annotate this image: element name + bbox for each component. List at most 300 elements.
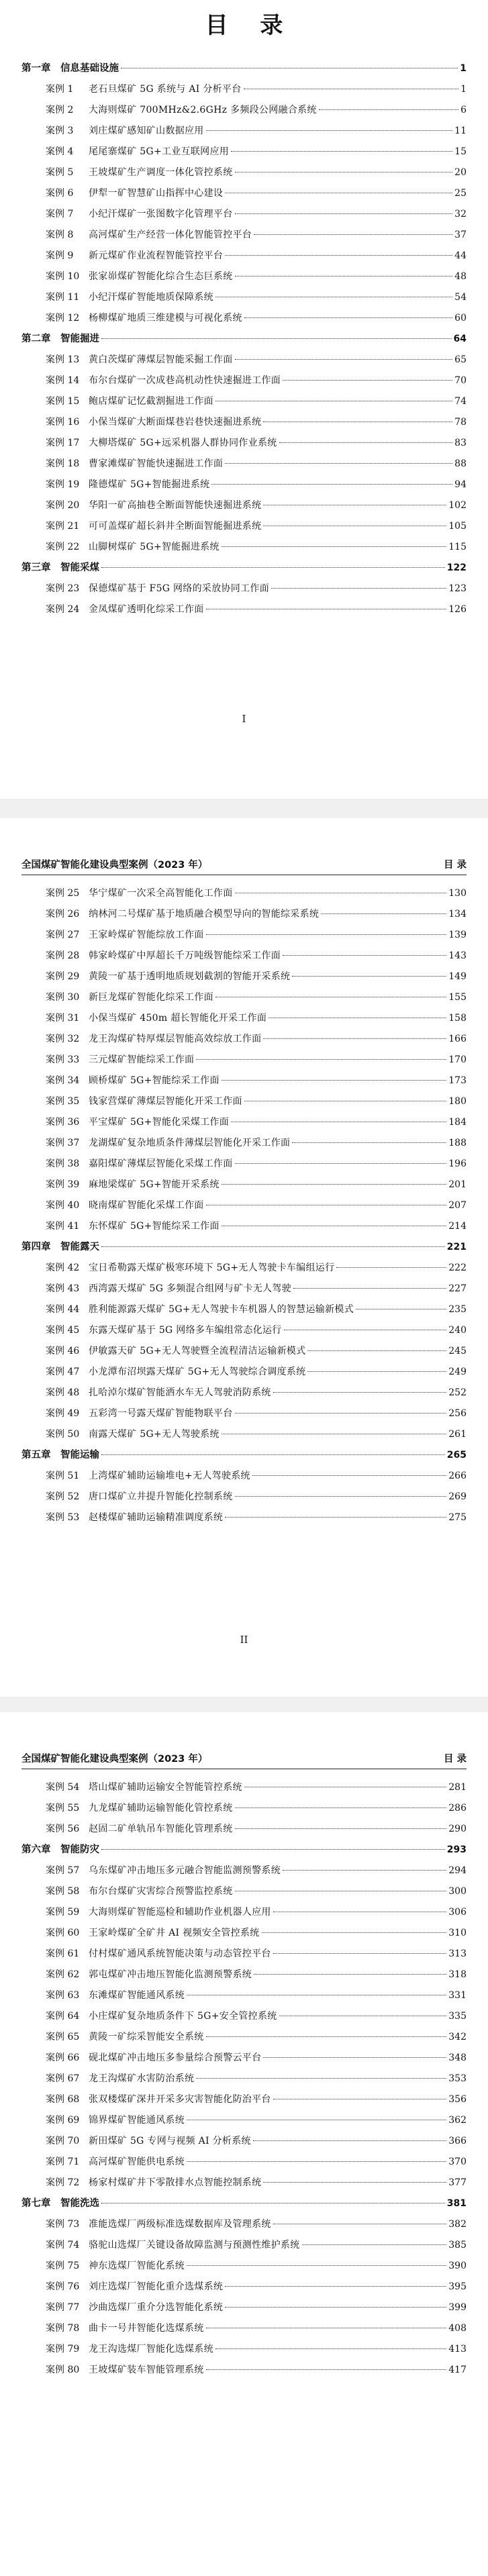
- case-number: 案例 67: [46, 2073, 80, 2084]
- toc-case-row[interactable]: [21, 1985, 467, 2006]
- case-title: 金凤煤矿透明化综采工作面: [89, 604, 204, 615]
- page-ref: 180: [448, 1096, 467, 1107]
- case-number: 案例 34: [46, 1075, 80, 1086]
- toc-case-row[interactable]: [21, 1258, 467, 1279]
- page-ref: 377: [448, 2177, 467, 2188]
- page-number: II: [240, 1634, 248, 1646]
- toc-case-row[interactable]: [21, 1175, 467, 1195]
- toc-case-row[interactable]: [21, 1154, 467, 1175]
- case-title: 东露天煤矿基于 5G 网络多车编组常态化运行: [89, 1325, 282, 1336]
- case-number: 案例 13: [46, 354, 80, 365]
- case-title: 平宝煤矿 5G+智能化采煤工作面: [89, 1117, 230, 1128]
- case-title: 尾尾寨煤矿 5G+工业互联网应用: [89, 146, 230, 157]
- case-title: 龙王沟煤矿特厚煤层智能高效综放工作面: [89, 1034, 262, 1044]
- toc-case-row[interactable]: [21, 1881, 467, 1902]
- toc-chapter-row[interactable]: [21, 2193, 467, 2214]
- case-number: 案例 10: [46, 271, 80, 282]
- case-title: 华阳一矿高抽巷全断面智能快速掘进系统: [89, 500, 262, 511]
- chapter-title: 智能洗选: [60, 2198, 99, 2209]
- case-title: 西湾露天煤矿 5G 多频混合组网与矿卡无人驾驶: [89, 1283, 291, 1294]
- toc-case-row[interactable]: [21, 246, 467, 266]
- page-ref: 256: [448, 1408, 467, 1419]
- toc-case-row[interactable]: [21, 2131, 467, 2152]
- toc-case-row[interactable]: [21, 1091, 467, 1112]
- page-ref: 158: [448, 1013, 467, 1024]
- dot-leader: [222, 1080, 446, 1081]
- case-title: 王家岭煤矿全矿井 AI 视频安全管控系统: [89, 1928, 260, 1938]
- dot-leader: [225, 1517, 446, 1518]
- case-title: 付村煤矿通风系统智能决策与动态管控平台: [89, 1948, 271, 1959]
- page-ref: 249: [448, 1367, 467, 1377]
- case-title: 东怀煤矿 5G+智能综采工作面: [89, 1221, 219, 1232]
- page-ref: 313: [448, 1948, 467, 1959]
- dot-leader: [283, 380, 452, 381]
- running-header-section: 目 录: [443, 860, 467, 871]
- toc-case-row[interactable]: [21, 454, 467, 475]
- case-title: 新巨龙煤矿智能化综采工作面: [89, 992, 213, 1003]
- page-ref: 252: [448, 1387, 467, 1398]
- toc-case-row[interactable]: [21, 1777, 467, 1798]
- page-ref: 290: [448, 1824, 467, 1834]
- case-number: 案例 80: [46, 2365, 80, 2375]
- case-title: 塔山煤矿辅助运输安全智能管控系统: [89, 1782, 242, 1793]
- toc-case-row[interactable]: [21, 495, 467, 516]
- toc-case-row[interactable]: [21, 1112, 467, 1133]
- dot-leader: [235, 359, 453, 360]
- toc-case-row[interactable]: [21, 162, 467, 183]
- page-ref: 318: [448, 1969, 467, 1980]
- case-title: 黄陵一矿基于透明地质规划截割的智能开采系统: [89, 971, 291, 982]
- case-title: 龙王沟煤矿水害防治系统: [89, 2073, 195, 2084]
- page-ref: 281: [448, 1782, 467, 1793]
- page-ref: 88: [454, 458, 467, 469]
- page-ref: 331: [448, 1990, 467, 2001]
- toc-case-row[interactable]: [21, 391, 467, 412]
- case-title: 乌东煤矿冲击地压多元融合智能监测预警系统: [89, 1865, 281, 1876]
- toc-case-row[interactable]: [21, 1071, 467, 1091]
- toc-case-row[interactable]: [21, 1507, 467, 1528]
- toc-case-row[interactable]: [21, 204, 467, 225]
- chapter-number: 第二章: [21, 334, 51, 344]
- dot-leader: [235, 213, 453, 214]
- toc-case-row[interactable]: [21, 225, 467, 246]
- toc-case-row[interactable]: [21, 516, 467, 537]
- case-title: 隆德煤矿 5G+智能掘进系统: [89, 479, 210, 490]
- chapter-number: 第五章: [21, 1450, 51, 1460]
- toc-case-row[interactable]: [21, 1466, 467, 1487]
- toc-case-row[interactable]: [21, 925, 467, 946]
- page-ref: 94: [454, 479, 467, 490]
- case-number: 案例 24: [46, 604, 80, 615]
- dot-leader: [101, 338, 452, 339]
- toc-list: [21, 1777, 467, 2381]
- dot-leader: [254, 1974, 446, 1975]
- running-header-title: 全国煤矿智能化建设典型案例（2023 年）: [21, 860, 208, 871]
- case-number: 案例 22: [46, 542, 80, 552]
- dot-leader: [273, 1392, 447, 1393]
- dot-leader: [283, 1870, 446, 1871]
- page-ref: 286: [448, 1803, 467, 1814]
- page-ref: 362: [448, 2115, 467, 2126]
- case-title: 龙湖煤矿复杂地质条件薄煤层智能化开采工作面: [89, 1138, 291, 1148]
- toc-chapter-row[interactable]: [21, 1237, 467, 1258]
- page-ref: 78: [454, 417, 467, 428]
- toc-case-row[interactable]: [21, 1050, 467, 1071]
- case-number: 案例 56: [46, 1824, 80, 1834]
- case-title: 胜利能源露天煤矿 5G+无人驾驶卡车机器人的智慧运输新模式: [89, 1304, 354, 1315]
- dot-leader: [254, 234, 452, 235]
- page-ref: 134: [448, 909, 467, 920]
- toc-case-row[interactable]: [21, 2069, 467, 2089]
- case-number: 案例 77: [46, 2302, 80, 2313]
- page-ref: 306: [448, 1907, 467, 1918]
- dot-leader: [235, 1807, 447, 1808]
- page-ref: 222: [448, 1262, 467, 1273]
- case-number: 案例 47: [46, 1367, 80, 1377]
- chapter-title: 智能掘进: [60, 334, 99, 344]
- dot-leader: [244, 317, 452, 318]
- toc-case-row[interactable]: [21, 987, 467, 1008]
- dot-leader: [101, 567, 445, 568]
- page-ref: 32: [454, 209, 467, 219]
- dot-leader: [206, 934, 447, 935]
- chapter-title: 智能露天: [60, 1242, 99, 1252]
- dot-leader: [321, 913, 446, 914]
- case-title: 老石旦煤矿 5G 系统与 AI 分析平台: [89, 84, 242, 95]
- case-title: 王坡煤矿生产调度一体化管控系统: [89, 167, 233, 178]
- toc-case-row[interactable]: [21, 1133, 467, 1154]
- case-number: 案例 30: [46, 992, 80, 1003]
- toc-case-row[interactable]: [21, 2277, 467, 2297]
- case-title: 高河煤矿生产经营一体化智能管控平台: [89, 230, 252, 240]
- case-title: 九龙煤矿辅助运输智能化管控系统: [89, 1803, 233, 1814]
- toc-case-row[interactable]: [21, 1861, 467, 1881]
- toc-case-row[interactable]: [21, 1424, 467, 1445]
- page-ref: 155: [448, 992, 467, 1003]
- dot-leader: [263, 2182, 446, 2183]
- case-title: 准能选煤厂两级标准选煤数据库及管理系统: [89, 2219, 271, 2230]
- toc-case-row[interactable]: [21, 266, 467, 287]
- toc-case-row[interactable]: [21, 308, 467, 329]
- page-ref: 266: [448, 1471, 467, 1481]
- case-title: 小纪汗煤矿一张图数字化管理平台: [89, 209, 233, 219]
- page-ref: 342: [448, 2032, 467, 2042]
- toc-case-row[interactable]: [21, 1923, 467, 1944]
- toc-case-row[interactable]: [21, 142, 467, 162]
- dot-leader: [211, 484, 452, 485]
- toc-page-2: [0, 818, 488, 1697]
- dot-leader: [235, 1413, 447, 1414]
- page-ref: 122: [446, 562, 467, 573]
- toc-case-row[interactable]: [21, 1798, 467, 1819]
- page-ref: 335: [448, 2011, 467, 2022]
- case-title: 杨家村煤矿井下零散排水点智能控制系统: [89, 2177, 262, 2188]
- chapter-number: 第一章: [21, 63, 51, 74]
- toc-case-row[interactable]: [21, 946, 467, 967]
- case-number: 案例 4: [46, 146, 74, 157]
- case-number: 案例 46: [46, 1346, 80, 1356]
- chapter-number: 第四章: [21, 1242, 51, 1252]
- page-ref: 235: [448, 1304, 467, 1315]
- case-title: 小龙潭布沼坝露天煤矿 5G+无人驾驶综合调度系统: [89, 1367, 306, 1377]
- case-title: 保德煤矿基于 F5G 网络的采放协同工作面: [89, 583, 270, 594]
- case-number: 案例 60: [46, 1928, 80, 1938]
- chapter-title: 智能运输: [60, 1450, 99, 1460]
- dot-leader: [101, 1849, 445, 1850]
- page-ref: 70: [454, 375, 467, 386]
- case-number: 案例 41: [46, 1221, 80, 1232]
- page-ref: 102: [448, 500, 467, 511]
- page-ref: 48: [454, 271, 467, 282]
- page-ref: 15: [454, 146, 467, 157]
- case-number: 案例 44: [46, 1304, 80, 1315]
- case-number: 案例 73: [46, 2219, 80, 2230]
- page-ref: 356: [448, 2094, 467, 2105]
- page-ref: 390: [448, 2261, 467, 2271]
- page-ref: 139: [448, 930, 467, 940]
- toc-case-row[interactable]: [21, 2027, 467, 2048]
- case-title: 新田煤矿 5G 专网与视频 AI 分析系统: [89, 2136, 251, 2146]
- page-ref: 123: [448, 583, 467, 594]
- toc-case-row[interactable]: [21, 1362, 467, 1383]
- case-number: 案例 11: [46, 292, 80, 303]
- toc-case-row[interactable]: [21, 883, 467, 904]
- toc-case-row[interactable]: [21, 2048, 467, 2069]
- page-ref: 261: [448, 1429, 467, 1440]
- dot-leader: [302, 2244, 447, 2245]
- case-number: 案例 27: [46, 930, 80, 940]
- toc-case-row[interactable]: [21, 287, 467, 308]
- case-number: 案例 16: [46, 417, 80, 428]
- toc-case-row[interactable]: [21, 2089, 467, 2110]
- dot-leader: [307, 1371, 446, 1372]
- running-header-title: 全国煤矿智能化建设典型案例（2023 年）: [21, 1754, 208, 1765]
- page-ref: 245: [448, 1346, 467, 1356]
- dot-leader: [235, 1828, 447, 1829]
- toc-case-row[interactable]: [21, 1279, 467, 1299]
- case-title: 郭屯煤矿冲击地压智能化监测预警系统: [89, 1969, 252, 1980]
- case-number: 案例 6: [46, 188, 74, 199]
- case-title: 晓南煤矿智能化采煤工作面: [89, 1200, 204, 1211]
- toc-chapter-row[interactable]: [21, 1840, 467, 1861]
- toc-case-row[interactable]: [21, 2006, 467, 2027]
- page-ref: 310: [448, 1928, 467, 1938]
- toc-chapter-row[interactable]: [21, 58, 467, 79]
- case-number: 案例 39: [46, 1179, 80, 1190]
- toc-case-row[interactable]: [21, 537, 467, 558]
- page-ref: 188: [448, 1138, 467, 1148]
- toc-case-row[interactable]: [21, 1819, 467, 1840]
- page-ref: 382: [448, 2219, 467, 2230]
- toc-case-row[interactable]: [21, 370, 467, 391]
- toc-case-row[interactable]: [21, 412, 467, 433]
- toc-case-row[interactable]: [21, 100, 467, 121]
- case-number: 案例 37: [46, 1138, 80, 1148]
- toc-case-row[interactable]: [21, 350, 467, 370]
- case-title: 杨柳煤矿地质三维建模与可视化系统: [89, 313, 242, 324]
- toc-case-row[interactable]: [21, 1902, 467, 1923]
- toc-case-row[interactable]: [21, 2339, 467, 2360]
- case-title: 钱家营煤矿薄煤层智能化开采工作面: [89, 1096, 242, 1107]
- toc-case-row[interactable]: [21, 599, 467, 620]
- toc-case-row[interactable]: [21, 2318, 467, 2339]
- case-title: 曹家滩煤矿智能快速掘进工作面: [89, 458, 224, 469]
- case-number: 案例 52: [46, 1491, 80, 1502]
- case-number: 案例 8: [46, 230, 74, 240]
- case-number: 案例 50: [46, 1429, 80, 1440]
- dot-leader: [225, 2307, 446, 2308]
- toc-case-row[interactable]: [21, 1944, 467, 1965]
- page-ref: 6: [460, 105, 467, 115]
- page-ref: 348: [448, 2052, 467, 2063]
- case-title: 张双楼煤矿深井开采多灾害智能化防治平台: [89, 2094, 271, 2105]
- dot-leader: [252, 1475, 446, 1476]
- toc-chapter-row[interactable]: [21, 558, 467, 579]
- case-title: 扎哈淖尔煤矿智能洒水车无人驾驶消防系统: [89, 1387, 271, 1398]
- toc-case-row[interactable]: [21, 579, 467, 599]
- case-title: 可可盖煤矿超长斜井全断面智能掘进系统: [89, 521, 262, 532]
- toc-case-row[interactable]: [21, 1341, 467, 1362]
- toc-case-row[interactable]: [21, 79, 467, 100]
- page-ref: 166: [448, 1034, 467, 1044]
- toc-case-row[interactable]: [21, 2256, 467, 2277]
- case-title: 大海则煤矿智能巡检和辅助作业机器人应用: [89, 1907, 271, 1918]
- page-number: I: [242, 713, 246, 725]
- page-ref: 149: [448, 971, 467, 982]
- chapter-number: 第三章: [21, 562, 51, 573]
- case-number: 案例 63: [46, 1990, 80, 2001]
- case-title: 砚北煤矿冲击地压多参量综合预警云平台: [89, 2052, 262, 2063]
- toc-case-row[interactable]: [21, 2110, 467, 2131]
- toc-case-row[interactable]: [21, 2360, 467, 2381]
- dot-leader: [196, 1059, 446, 1060]
- case-title: 唐口煤矿立井提升智能化控制系统: [89, 1491, 233, 1502]
- page-ref: 293: [446, 1844, 467, 1855]
- page-ref: 399: [448, 2302, 467, 2313]
- page-ref: 385: [448, 2240, 467, 2250]
- case-number: 案例 78: [46, 2323, 80, 2334]
- case-number: 案例 71: [46, 2157, 80, 2167]
- case-number: 案例 72: [46, 2177, 80, 2188]
- page-ref: 143: [448, 950, 467, 961]
- dot-leader: [187, 2161, 446, 2162]
- case-number: 案例 3: [46, 126, 74, 136]
- case-number: 案例 21: [46, 521, 80, 532]
- toc-case-row[interactable]: [21, 433, 467, 454]
- case-number: 案例 45: [46, 1325, 80, 1336]
- case-title: 小庄煤矿复杂地质条件下 5G+安全管控系统: [89, 2011, 277, 2022]
- toc-chapter-row[interactable]: [21, 1445, 467, 1466]
- toc-case-row[interactable]: [21, 2152, 467, 2173]
- toc-case-row[interactable]: [21, 475, 467, 495]
- case-number: 案例 19: [46, 479, 80, 490]
- toc-title: 目 录: [205, 12, 295, 39]
- toc-case-row[interactable]: [21, 904, 467, 925]
- case-title: 曲卡一号井智能化选煤系统: [89, 2323, 204, 2334]
- dot-leader: [231, 151, 452, 152]
- case-number: 案例 20: [46, 500, 80, 511]
- case-number: 案例 53: [46, 1512, 80, 1523]
- case-title: 华宁煤矿一次采全高智能化工作面: [89, 888, 233, 899]
- toc-case-row[interactable]: [21, 1965, 467, 1985]
- page-ref: 221: [446, 1242, 467, 1252]
- case-number: 案例 65: [46, 2032, 80, 2042]
- toc-case-row[interactable]: [21, 1029, 467, 1050]
- case-number: 案例 57: [46, 1865, 80, 1876]
- page-ref: 269: [448, 1491, 467, 1502]
- toc-case-row[interactable]: [21, 183, 467, 204]
- page-ref: 381: [446, 2198, 467, 2209]
- dot-leader: [293, 1288, 446, 1289]
- page-ref: 105: [448, 521, 467, 532]
- case-number: 案例 51: [46, 1471, 80, 1481]
- page-ref: 184: [448, 1117, 467, 1128]
- case-number: 案例 68: [46, 2094, 80, 2105]
- page-ref: 170: [448, 1054, 467, 1065]
- toc-case-row[interactable]: [21, 1216, 467, 1237]
- case-number: 案例 70: [46, 2136, 80, 2146]
- toc-case-row[interactable]: [21, 1383, 467, 1403]
- case-number: 案例 35: [46, 1096, 80, 1107]
- dot-leader: [225, 2286, 446, 2287]
- toc-case-row[interactable]: [21, 967, 467, 987]
- case-number: 案例 32: [46, 1034, 80, 1044]
- case-title: 赵楼煤矿辅助运输精准调度系统: [89, 1512, 224, 1523]
- toc-case-row[interactable]: [21, 2297, 467, 2318]
- toc-case-row[interactable]: [21, 1008, 467, 1029]
- case-title: 刘庄煤矿感知矿山数据应用: [89, 126, 204, 136]
- page-ref: 44: [454, 250, 467, 261]
- toc-case-row[interactable]: [21, 1320, 467, 1341]
- toc-case-row[interactable]: [21, 1299, 467, 1320]
- case-number: 案例 54: [46, 1782, 80, 1793]
- page-ref: 265: [446, 1450, 467, 1460]
- page-ref: 130: [448, 888, 467, 899]
- dot-leader: [292, 976, 446, 977]
- case-number: 案例 42: [46, 1262, 80, 1273]
- case-title: 高河煤矿智能供电系统: [89, 2157, 185, 2167]
- case-title: 锦界煤矿智能通风系统: [89, 2115, 185, 2126]
- dot-leader: [225, 255, 452, 256]
- toc-case-row[interactable]: [21, 1487, 467, 1507]
- dot-leader: [222, 1184, 446, 1185]
- toc-case-row[interactable]: [21, 1195, 467, 1216]
- dot-leader: [101, 1246, 445, 1247]
- dot-leader: [336, 1267, 446, 1268]
- toc-case-row[interactable]: [21, 1403, 467, 1424]
- dot-leader: [273, 1953, 447, 1954]
- case-number: 案例 25: [46, 888, 80, 899]
- page-ref: 83: [454, 438, 467, 448]
- toc-case-row[interactable]: [21, 2235, 467, 2256]
- case-title: 麻地梁煤矿 5G+智能开采系统: [89, 1179, 219, 1190]
- case-title: 上湾煤矿辅助运输堆电+无人驾驶系统: [89, 1471, 250, 1481]
- page-ref: 37: [454, 230, 467, 240]
- toc-case-row[interactable]: [21, 121, 467, 142]
- page-ref: 294: [448, 1865, 467, 1876]
- page-ref: 417: [448, 2365, 467, 2375]
- page-ref: 115: [448, 542, 467, 552]
- dot-leader: [307, 1350, 446, 1351]
- dot-leader: [206, 2369, 447, 2370]
- case-number: 案例 26: [46, 909, 80, 920]
- toc-case-row[interactable]: [21, 2173, 467, 2193]
- case-title: 山脚树煤矿 5G+智能掘进系统: [89, 542, 219, 552]
- toc-case-row[interactable]: [21, 2214, 467, 2235]
- dot-leader: [292, 1142, 446, 1143]
- toc-chapter-row[interactable]: [21, 329, 467, 350]
- dot-leader: [225, 463, 452, 464]
